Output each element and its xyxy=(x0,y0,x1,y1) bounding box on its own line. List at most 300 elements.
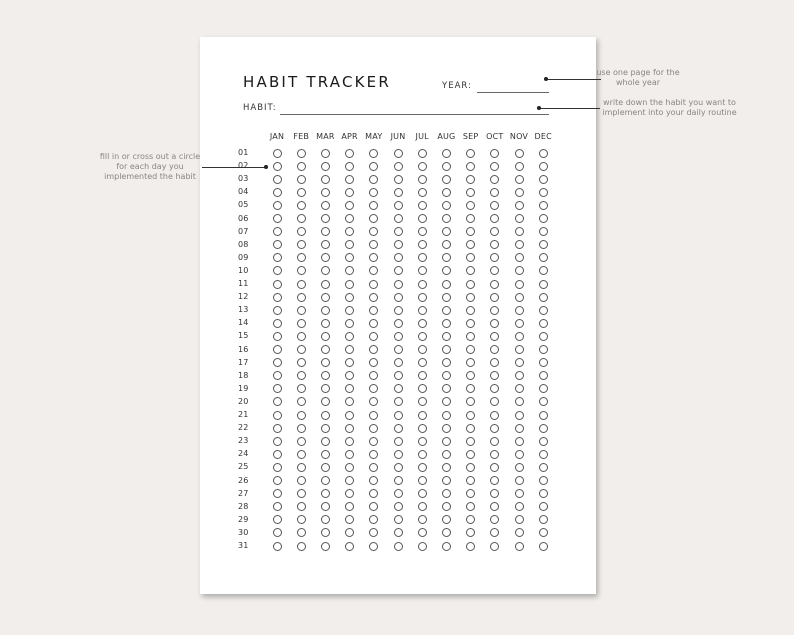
day-circle[interactable] xyxy=(515,476,524,485)
day-circle[interactable] xyxy=(490,542,499,551)
day-circle[interactable] xyxy=(490,345,499,354)
day-circle[interactable] xyxy=(466,397,475,406)
day-circle[interactable] xyxy=(490,293,499,302)
day-circle[interactable] xyxy=(515,528,524,537)
day-circle[interactable] xyxy=(515,437,524,446)
day-circle[interactable] xyxy=(297,489,306,498)
day-circle[interactable] xyxy=(369,397,378,406)
day-circle[interactable] xyxy=(539,489,548,498)
day-circle[interactable] xyxy=(321,542,330,551)
day-circle[interactable] xyxy=(369,502,378,511)
day-circle[interactable] xyxy=(273,358,282,367)
day-circle[interactable] xyxy=(394,463,403,472)
day-circle[interactable] xyxy=(466,175,475,184)
day-circle[interactable] xyxy=(321,149,330,158)
day-circle[interactable] xyxy=(273,162,282,171)
day-circle[interactable] xyxy=(442,345,451,354)
day-circle[interactable] xyxy=(442,293,451,302)
day-circle[interactable] xyxy=(273,384,282,393)
day-circle[interactable] xyxy=(466,332,475,341)
day-circle[interactable] xyxy=(539,411,548,420)
day-circle[interactable] xyxy=(345,332,354,341)
day-circle[interactable] xyxy=(345,489,354,498)
day-circle[interactable] xyxy=(321,253,330,262)
day-circle[interactable] xyxy=(539,227,548,236)
day-circle[interactable] xyxy=(345,240,354,249)
day-circle[interactable] xyxy=(273,424,282,433)
day-circle[interactable] xyxy=(369,476,378,485)
day-circle[interactable] xyxy=(539,214,548,223)
day-circle[interactable] xyxy=(515,149,524,158)
day-circle[interactable] xyxy=(515,253,524,262)
day-circle[interactable] xyxy=(466,266,475,275)
day-circle[interactable] xyxy=(321,293,330,302)
day-circle[interactable] xyxy=(273,175,282,184)
day-circle[interactable] xyxy=(394,371,403,380)
day-circle[interactable] xyxy=(297,502,306,511)
day-circle[interactable] xyxy=(321,266,330,275)
day-circle[interactable] xyxy=(321,306,330,315)
day-circle[interactable] xyxy=(466,214,475,223)
day-circle[interactable] xyxy=(442,463,451,472)
day-circle[interactable] xyxy=(273,515,282,524)
day-circle[interactable] xyxy=(321,450,330,459)
day-circle[interactable] xyxy=(297,437,306,446)
day-circle[interactable] xyxy=(345,411,354,420)
day-circle[interactable] xyxy=(539,188,548,197)
day-circle[interactable] xyxy=(321,397,330,406)
day-circle[interactable] xyxy=(297,293,306,302)
day-circle[interactable] xyxy=(369,424,378,433)
day-circle[interactable] xyxy=(442,332,451,341)
day-circle[interactable] xyxy=(297,371,306,380)
day-circle[interactable] xyxy=(466,371,475,380)
day-circle[interactable] xyxy=(369,437,378,446)
day-circle[interactable] xyxy=(442,201,451,210)
day-circle[interactable] xyxy=(442,371,451,380)
day-circle[interactable] xyxy=(369,201,378,210)
day-circle[interactable] xyxy=(418,489,427,498)
day-circle[interactable] xyxy=(418,240,427,249)
day-circle[interactable] xyxy=(466,384,475,393)
day-circle[interactable] xyxy=(539,293,548,302)
day-circle[interactable] xyxy=(369,162,378,171)
year-field[interactable] xyxy=(477,92,549,93)
day-circle[interactable] xyxy=(369,240,378,249)
day-circle[interactable] xyxy=(490,515,499,524)
day-circle[interactable] xyxy=(321,162,330,171)
day-circle[interactable] xyxy=(418,266,427,275)
day-circle[interactable] xyxy=(345,227,354,236)
day-circle[interactable] xyxy=(394,293,403,302)
day-circle[interactable] xyxy=(418,345,427,354)
day-circle[interactable] xyxy=(442,437,451,446)
day-circle[interactable] xyxy=(321,463,330,472)
day-circle[interactable] xyxy=(442,450,451,459)
day-circle[interactable] xyxy=(345,424,354,433)
day-circle[interactable] xyxy=(321,476,330,485)
day-circle[interactable] xyxy=(297,384,306,393)
day-circle[interactable] xyxy=(345,345,354,354)
day-circle[interactable] xyxy=(466,319,475,328)
day-circle[interactable] xyxy=(394,384,403,393)
day-circle[interactable] xyxy=(321,411,330,420)
day-circle[interactable] xyxy=(539,358,548,367)
day-circle[interactable] xyxy=(297,358,306,367)
day-circle[interactable] xyxy=(394,528,403,537)
day-circle[interactable] xyxy=(442,411,451,420)
day-circle[interactable] xyxy=(297,345,306,354)
day-circle[interactable] xyxy=(394,332,403,341)
day-circle[interactable] xyxy=(418,162,427,171)
day-circle[interactable] xyxy=(442,358,451,367)
day-circle[interactable] xyxy=(515,489,524,498)
day-circle[interactable] xyxy=(321,489,330,498)
day-circle[interactable] xyxy=(345,450,354,459)
day-circle[interactable] xyxy=(539,437,548,446)
day-circle[interactable] xyxy=(273,411,282,420)
day-circle[interactable] xyxy=(345,384,354,393)
day-circle[interactable] xyxy=(466,240,475,249)
day-circle[interactable] xyxy=(466,358,475,367)
day-circle[interactable] xyxy=(297,188,306,197)
day-circle[interactable] xyxy=(539,463,548,472)
day-circle[interactable] xyxy=(490,214,499,223)
day-circle[interactable] xyxy=(273,293,282,302)
day-circle[interactable] xyxy=(442,397,451,406)
day-circle[interactable] xyxy=(539,542,548,551)
day-circle[interactable] xyxy=(418,528,427,537)
day-circle[interactable] xyxy=(394,437,403,446)
day-circle[interactable] xyxy=(466,411,475,420)
day-circle[interactable] xyxy=(539,371,548,380)
day-circle[interactable] xyxy=(297,162,306,171)
day-circle[interactable] xyxy=(490,266,499,275)
day-circle[interactable] xyxy=(442,384,451,393)
day-circle[interactable] xyxy=(466,227,475,236)
day-circle[interactable] xyxy=(273,489,282,498)
day-circle[interactable] xyxy=(539,424,548,433)
day-circle[interactable] xyxy=(273,306,282,315)
day-circle[interactable] xyxy=(515,162,524,171)
day-circle[interactable] xyxy=(321,345,330,354)
day-circle[interactable] xyxy=(490,306,499,315)
day-circle[interactable] xyxy=(490,319,499,328)
day-circle[interactable] xyxy=(442,515,451,524)
day-circle[interactable] xyxy=(539,175,548,184)
day-circle[interactable] xyxy=(418,214,427,223)
day-circle[interactable] xyxy=(394,476,403,485)
day-circle[interactable] xyxy=(466,306,475,315)
day-circle[interactable] xyxy=(369,293,378,302)
day-circle[interactable] xyxy=(394,502,403,511)
day-circle[interactable] xyxy=(369,227,378,236)
day-circle[interactable] xyxy=(345,188,354,197)
day-circle[interactable] xyxy=(466,502,475,511)
day-circle[interactable] xyxy=(297,450,306,459)
day-circle[interactable] xyxy=(418,450,427,459)
day-circle[interactable] xyxy=(369,358,378,367)
day-circle[interactable] xyxy=(539,240,548,249)
day-circle[interactable] xyxy=(297,266,306,275)
day-circle[interactable] xyxy=(345,293,354,302)
day-circle[interactable] xyxy=(442,227,451,236)
day-circle[interactable] xyxy=(490,371,499,380)
day-circle[interactable] xyxy=(490,463,499,472)
day-circle[interactable] xyxy=(369,266,378,275)
day-circle[interactable] xyxy=(490,149,499,158)
day-circle[interactable] xyxy=(418,332,427,341)
day-circle[interactable] xyxy=(539,332,548,341)
day-circle[interactable] xyxy=(418,515,427,524)
day-circle[interactable] xyxy=(515,293,524,302)
day-circle[interactable] xyxy=(466,253,475,262)
day-circle[interactable] xyxy=(539,528,548,537)
day-circle[interactable] xyxy=(394,201,403,210)
day-circle[interactable] xyxy=(515,188,524,197)
day-circle[interactable] xyxy=(297,332,306,341)
day-circle[interactable] xyxy=(273,345,282,354)
day-circle[interactable] xyxy=(442,542,451,551)
day-circle[interactable] xyxy=(297,175,306,184)
day-circle[interactable] xyxy=(442,424,451,433)
day-circle[interactable] xyxy=(442,489,451,498)
day-circle[interactable] xyxy=(394,358,403,367)
day-circle[interactable] xyxy=(515,450,524,459)
day-circle[interactable] xyxy=(442,149,451,158)
day-circle[interactable] xyxy=(321,280,330,289)
day-circle[interactable] xyxy=(297,201,306,210)
day-circle[interactable] xyxy=(442,266,451,275)
day-circle[interactable] xyxy=(273,437,282,446)
day-circle[interactable] xyxy=(539,162,548,171)
day-circle[interactable] xyxy=(394,240,403,249)
day-circle[interactable] xyxy=(345,149,354,158)
day-circle[interactable] xyxy=(273,227,282,236)
day-circle[interactable] xyxy=(466,476,475,485)
day-circle[interactable] xyxy=(369,306,378,315)
day-circle[interactable] xyxy=(273,528,282,537)
day-circle[interactable] xyxy=(515,214,524,223)
day-circle[interactable] xyxy=(539,515,548,524)
day-circle[interactable] xyxy=(418,463,427,472)
day-circle[interactable] xyxy=(345,371,354,380)
day-circle[interactable] xyxy=(466,345,475,354)
day-circle[interactable] xyxy=(297,319,306,328)
day-circle[interactable] xyxy=(490,502,499,511)
day-circle[interactable] xyxy=(418,476,427,485)
day-circle[interactable] xyxy=(321,528,330,537)
day-circle[interactable] xyxy=(539,502,548,511)
day-circle[interactable] xyxy=(515,266,524,275)
day-circle[interactable] xyxy=(345,319,354,328)
day-circle[interactable] xyxy=(394,280,403,289)
day-circle[interactable] xyxy=(369,515,378,524)
day-circle[interactable] xyxy=(490,280,499,289)
day-circle[interactable] xyxy=(515,227,524,236)
day-circle[interactable] xyxy=(539,149,548,158)
day-circle[interactable] xyxy=(369,411,378,420)
day-circle[interactable] xyxy=(418,437,427,446)
day-circle[interactable] xyxy=(490,489,499,498)
day-circle[interactable] xyxy=(539,450,548,459)
day-circle[interactable] xyxy=(394,515,403,524)
day-circle[interactable] xyxy=(466,149,475,158)
day-circle[interactable] xyxy=(394,489,403,498)
day-circle[interactable] xyxy=(418,280,427,289)
day-circle[interactable] xyxy=(490,162,499,171)
day-circle[interactable] xyxy=(297,542,306,551)
day-circle[interactable] xyxy=(297,227,306,236)
day-circle[interactable] xyxy=(345,528,354,537)
day-circle[interactable] xyxy=(394,411,403,420)
day-circle[interactable] xyxy=(369,280,378,289)
day-circle[interactable] xyxy=(273,502,282,511)
day-circle[interactable] xyxy=(418,175,427,184)
day-circle[interactable] xyxy=(539,253,548,262)
day-circle[interactable] xyxy=(442,306,451,315)
habit-field[interactable] xyxy=(280,114,549,115)
day-circle[interactable] xyxy=(442,162,451,171)
day-circle[interactable] xyxy=(369,450,378,459)
day-circle[interactable] xyxy=(394,266,403,275)
day-circle[interactable] xyxy=(466,437,475,446)
day-circle[interactable] xyxy=(539,384,548,393)
day-circle[interactable] xyxy=(418,358,427,367)
day-circle[interactable] xyxy=(515,502,524,511)
day-circle[interactable] xyxy=(442,253,451,262)
day-circle[interactable] xyxy=(345,358,354,367)
day-circle[interactable] xyxy=(490,175,499,184)
day-circle[interactable] xyxy=(394,424,403,433)
day-circle[interactable] xyxy=(418,319,427,328)
day-circle[interactable] xyxy=(273,463,282,472)
day-circle[interactable] xyxy=(273,188,282,197)
day-circle[interactable] xyxy=(466,489,475,498)
day-circle[interactable] xyxy=(515,240,524,249)
day-circle[interactable] xyxy=(418,397,427,406)
day-circle[interactable] xyxy=(273,397,282,406)
day-circle[interactable] xyxy=(321,358,330,367)
day-circle[interactable] xyxy=(515,175,524,184)
day-circle[interactable] xyxy=(273,253,282,262)
day-circle[interactable] xyxy=(369,175,378,184)
day-circle[interactable] xyxy=(273,214,282,223)
day-circle[interactable] xyxy=(394,162,403,171)
day-circle[interactable] xyxy=(321,214,330,223)
day-circle[interactable] xyxy=(515,345,524,354)
day-circle[interactable] xyxy=(345,306,354,315)
day-circle[interactable] xyxy=(369,253,378,262)
day-circle[interactable] xyxy=(418,293,427,302)
day-circle[interactable] xyxy=(515,358,524,367)
day-circle[interactable] xyxy=(321,188,330,197)
day-circle[interactable] xyxy=(539,345,548,354)
day-circle[interactable] xyxy=(321,332,330,341)
day-circle[interactable] xyxy=(418,542,427,551)
day-circle[interactable] xyxy=(345,214,354,223)
day-circle[interactable] xyxy=(466,280,475,289)
day-circle[interactable] xyxy=(466,515,475,524)
day-circle[interactable] xyxy=(273,450,282,459)
day-circle[interactable] xyxy=(273,319,282,328)
day-circle[interactable] xyxy=(490,227,499,236)
day-circle[interactable] xyxy=(490,424,499,433)
day-circle[interactable] xyxy=(394,214,403,223)
day-circle[interactable] xyxy=(321,175,330,184)
day-circle[interactable] xyxy=(490,332,499,341)
day-circle[interactable] xyxy=(369,489,378,498)
day-circle[interactable] xyxy=(394,227,403,236)
day-circle[interactable] xyxy=(490,450,499,459)
day-circle[interactable] xyxy=(369,188,378,197)
day-circle[interactable] xyxy=(369,332,378,341)
day-circle[interactable] xyxy=(345,162,354,171)
day-circle[interactable] xyxy=(466,201,475,210)
day-circle[interactable] xyxy=(345,280,354,289)
day-circle[interactable] xyxy=(490,358,499,367)
day-circle[interactable] xyxy=(297,397,306,406)
day-circle[interactable] xyxy=(297,411,306,420)
day-circle[interactable] xyxy=(515,542,524,551)
day-circle[interactable] xyxy=(515,411,524,420)
day-circle[interactable] xyxy=(321,384,330,393)
day-circle[interactable] xyxy=(345,175,354,184)
day-circle[interactable] xyxy=(490,384,499,393)
day-circle[interactable] xyxy=(515,201,524,210)
day-circle[interactable] xyxy=(321,319,330,328)
day-circle[interactable] xyxy=(345,502,354,511)
day-circle[interactable] xyxy=(321,515,330,524)
day-circle[interactable] xyxy=(321,201,330,210)
day-circle[interactable] xyxy=(394,345,403,354)
day-circle[interactable] xyxy=(394,542,403,551)
day-circle[interactable] xyxy=(369,319,378,328)
day-circle[interactable] xyxy=(515,371,524,380)
day-circle[interactable] xyxy=(297,476,306,485)
day-circle[interactable] xyxy=(442,175,451,184)
day-circle[interactable] xyxy=(466,293,475,302)
day-circle[interactable] xyxy=(394,397,403,406)
day-circle[interactable] xyxy=(345,463,354,472)
day-circle[interactable] xyxy=(321,371,330,380)
day-circle[interactable] xyxy=(515,384,524,393)
day-circle[interactable] xyxy=(466,463,475,472)
day-circle[interactable] xyxy=(321,240,330,249)
day-circle[interactable] xyxy=(490,240,499,249)
day-circle[interactable] xyxy=(345,437,354,446)
day-circle[interactable] xyxy=(321,227,330,236)
day-circle[interactable] xyxy=(394,188,403,197)
day-circle[interactable] xyxy=(297,253,306,262)
day-circle[interactable] xyxy=(466,450,475,459)
day-circle[interactable] xyxy=(394,149,403,158)
day-circle[interactable] xyxy=(442,476,451,485)
day-circle[interactable] xyxy=(539,266,548,275)
day-circle[interactable] xyxy=(297,515,306,524)
day-circle[interactable] xyxy=(394,306,403,315)
day-circle[interactable] xyxy=(297,306,306,315)
day-circle[interactable] xyxy=(418,188,427,197)
day-circle[interactable] xyxy=(515,397,524,406)
day-circle[interactable] xyxy=(369,371,378,380)
day-circle[interactable] xyxy=(515,306,524,315)
day-circle[interactable] xyxy=(442,280,451,289)
day-circle[interactable] xyxy=(490,188,499,197)
day-circle[interactable] xyxy=(273,371,282,380)
day-circle[interactable] xyxy=(539,319,548,328)
day-circle[interactable] xyxy=(490,253,499,262)
